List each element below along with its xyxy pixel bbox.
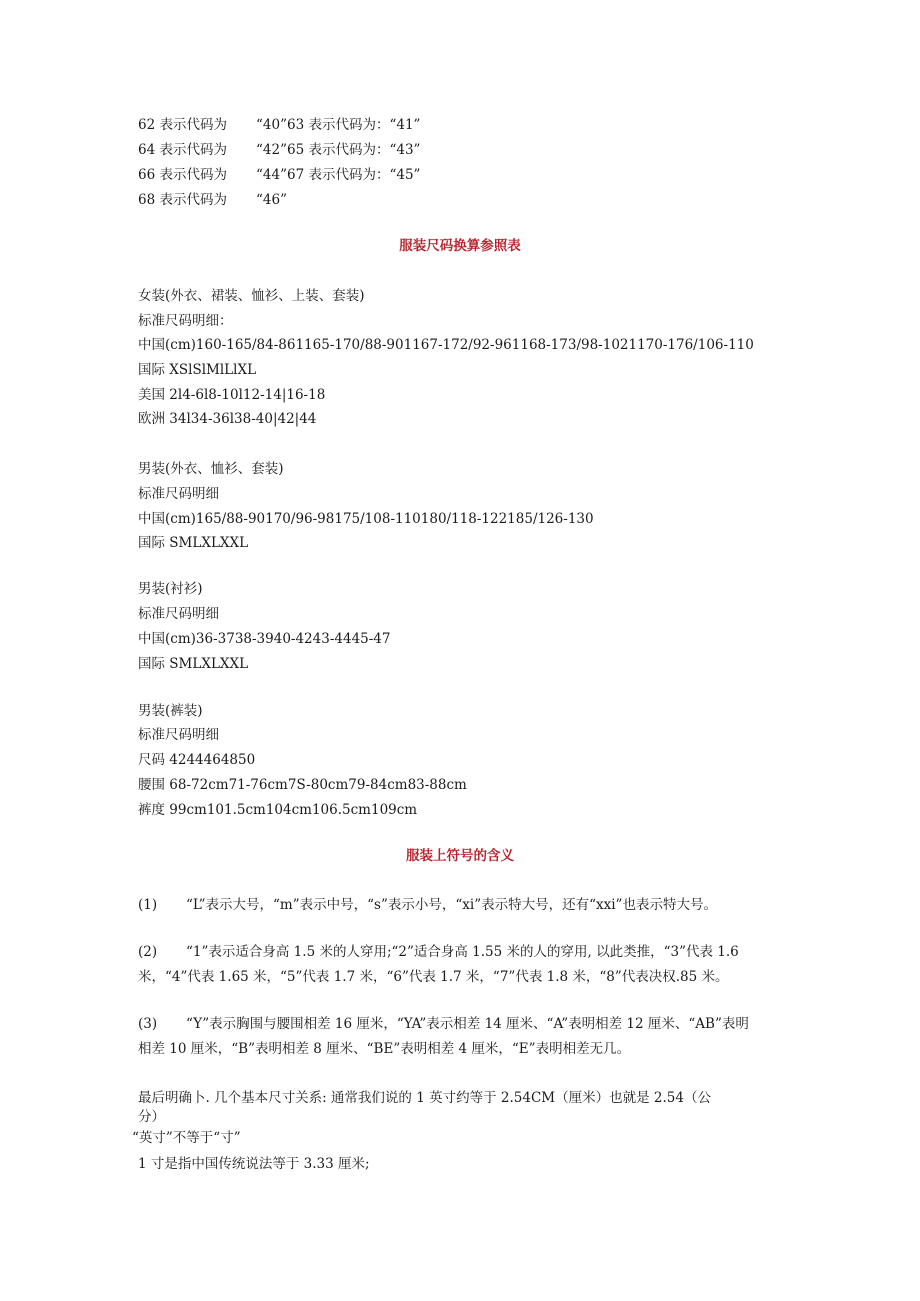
item-number: (3) [138, 1016, 158, 1032]
men-outer-intl-sizes: 国际 SMLXLXXL [138, 535, 249, 551]
item-text-line1: “Y”表示胸围与腰围相差 16 厘米，“YA”表示相差 14 厘米、“A”表明相差 12 厘米、“AB”表明 [186, 1016, 749, 1032]
women-title: 女装(外衣、裙装、恤衫、上装、套装) [138, 288, 365, 304]
men-outer-china-sizes: 中国(cm)165/88-90170/96-98175/108-110180/118-122185/126-130 [138, 511, 594, 527]
item-text-line2: 米，“4”代表 1.65 米，“5”代表 1.7 米，“6”代表 1.7 米，“7”代表 1.8 米，“8”代表决权.85 米。 [138, 969, 729, 985]
code-line-right: “44”67 表示代码为：“45” [256, 167, 421, 183]
code-line-right: “40”63 表示代码为：“41” [256, 117, 421, 133]
item-text: “L”表示大号，“m”表示中号，“s”表示小号，“xi”表示特大号，还有“xxi”也表示特大号。 [186, 897, 717, 913]
women-us-sizes: 美国 2l4-6l8-10l12-14|16-18 [138, 387, 326, 403]
code-line-right: “46” [256, 192, 287, 208]
men-shirt-subtitle: 标准尺码明细 [138, 606, 219, 622]
item-text-line1: “1”表示适合身高 1.5 米的人穿用;“2”适合身高 1.55 米的人的穿用, 以此类推，“3”代表 1.6 [186, 944, 739, 960]
men-outer-subtitle: 标准尺码明细 [138, 486, 219, 502]
men-pants-subtitle: 标准尺码明细 [138, 727, 219, 743]
women-china-sizes: 中国(cm)160-165/84-861165-170/88-901167-172/92-961168-173/98-1021170-176/106-110 [138, 337, 754, 353]
final-line-1: 最后明确卜. 几个基本尺寸关系: 通常我们说的 1 英寸约等于 2.54CM（厘米）也就是 2.54（公 [138, 1090, 711, 1106]
item-number: (1) [138, 897, 158, 913]
men-pants-waist: 腰围 68-72cm71-76cm7S-80cm79-84cm83-88cm [138, 777, 467, 793]
men-pants-title: 男装(裤装) [138, 703, 203, 719]
men-outer-title: 男装(外衣、恤衫、套装) [138, 461, 284, 477]
men-pants-size: 尺码 4244464850 [138, 752, 256, 768]
code-line-right: “42”65 表示代码为：“43” [256, 142, 421, 158]
final-line-4: 1 寸是指中国传统说法等于 3.33 厘米; [138, 1156, 370, 1172]
item-number: (2) [138, 944, 158, 960]
women-subtitle: 标准尺码明细： [138, 313, 233, 329]
final-line-2: 分） [138, 1109, 165, 1125]
code-line-left: 62 表示代码为 [138, 117, 227, 133]
code-line-left: 66 表示代码为 [138, 167, 227, 183]
men-shirt-intl-sizes: 国际 SMLXLXXL [138, 656, 249, 672]
women-eu-sizes: 欧洲 34l34-36l38-40|42|44 [138, 411, 317, 427]
section-heading-size-table: 服装尺码换算参照表 [399, 238, 521, 254]
men-shirt-title: 男装(衬衫) [138, 581, 203, 597]
code-line-left: 68 表示代码为 [138, 192, 227, 208]
women-intl-sizes: 国际 XSlSlMlLlXL [138, 362, 257, 378]
code-line-left: 64 表示代码为 [138, 142, 227, 158]
section-heading-symbols: 服装上符号的含义 [406, 848, 514, 864]
men-shirt-china-sizes: 中国(cm)36-3738-3940-4243-4445-47 [138, 631, 391, 647]
item-text-line2: 相差 10 厘米，“B”表明相差 8 厘米、“BE”表明相差 4 厘米，“E”表明相差无几。 [138, 1041, 631, 1057]
final-line-3: “英寸”不等于“寸” [132, 1130, 241, 1146]
men-pants-length: 裤度 99cm101.5cm104cm106.5cm109cm [138, 802, 418, 818]
